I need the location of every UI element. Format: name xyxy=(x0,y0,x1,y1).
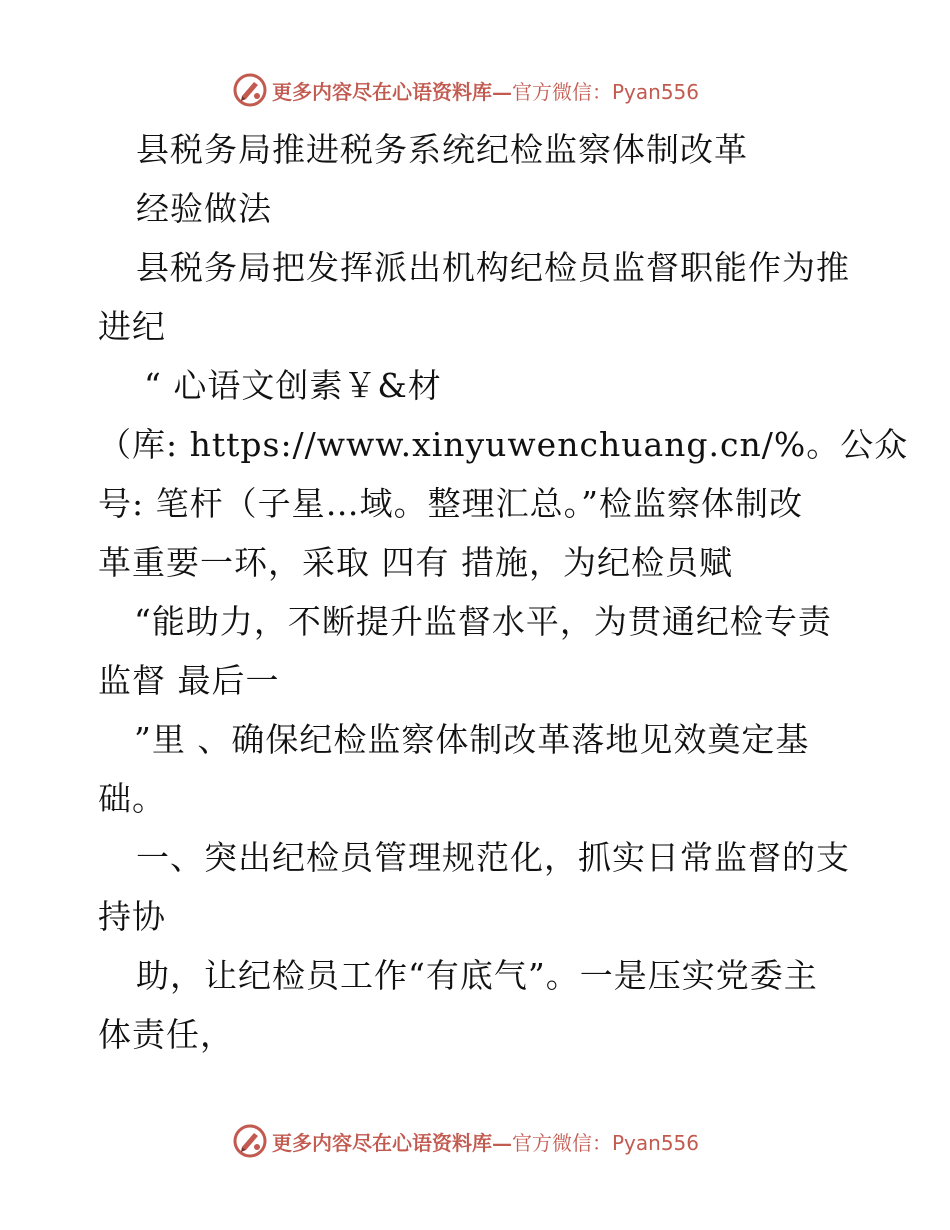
paragraph-line: 号: 笔杆（子星…域。整理汇总。”检监察体制改 xyxy=(98,484,803,523)
title-line-2: 经验做法 xyxy=(136,189,272,228)
title-line-1: 县税务局推进税务系统纪检监察体制改革 xyxy=(136,130,748,169)
paragraph-line: 础。 xyxy=(98,779,166,818)
pen-circle-logo-icon xyxy=(232,72,268,108)
paragraph-line: 监督 最后一 xyxy=(98,661,280,700)
section-heading-line: 一、突出纪检员管理规范化，抓实日常监督的支 xyxy=(136,838,850,877)
document-body xyxy=(98,120,909,1064)
paragraph-line: 助，让纪检员工作“有底气”。一是压实党委主 xyxy=(136,956,818,995)
paragraph-line: （库: https://www.xinyuwenchuang.cn/%。公众 xyxy=(98,425,909,464)
paragraph-line: “能助力，不断提升监督水平，为贯通纪检专责 xyxy=(134,602,832,641)
paragraph-line: 县税务局把发挥派出机构纪检员监督职能作为推 xyxy=(136,248,850,287)
watermark-wechat: 官方微信：Pyan556 xyxy=(512,1130,700,1155)
section-heading-line: 持协 xyxy=(98,897,166,936)
footer-watermark xyxy=(232,1121,699,1161)
paragraph-line: 革重要一环，采取 四有 措施，为纪检员赋 xyxy=(98,543,733,582)
watermark-text: 更多内容尽在心语资料库— xyxy=(272,1130,512,1155)
watermark-wechat: 官方微信：Pyan556 xyxy=(512,79,700,104)
paragraph-line: “ 心语文创素￥&材 xyxy=(144,366,442,405)
watermark-text: 更多内容尽在心语资料库— xyxy=(272,79,512,104)
paragraph-line: 进纪 xyxy=(98,307,166,346)
paragraph-line: ”里 、确保纪检监察体制改革落地见效奠定基 xyxy=(134,720,810,759)
header-watermark xyxy=(232,70,699,110)
paragraph-line: 体责任， xyxy=(98,1015,234,1054)
pen-circle-logo-icon xyxy=(232,1123,268,1159)
